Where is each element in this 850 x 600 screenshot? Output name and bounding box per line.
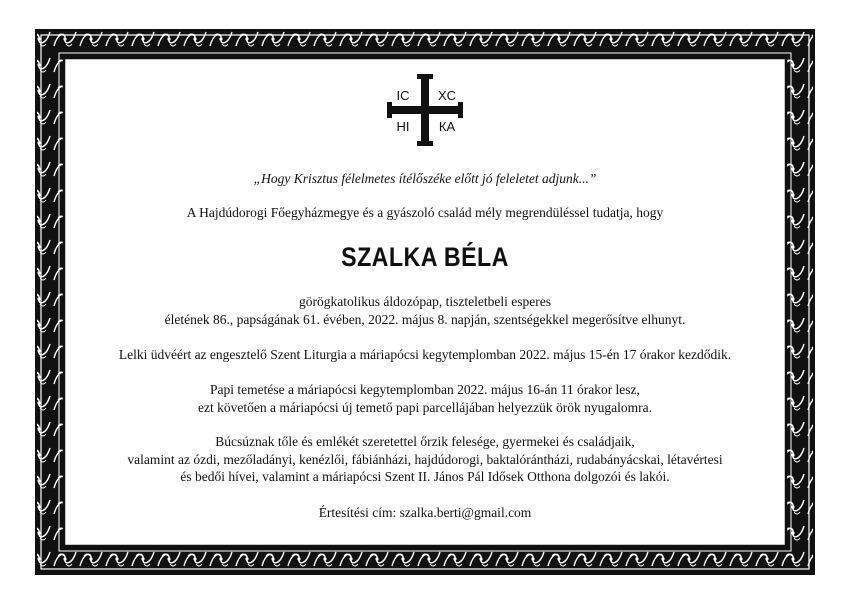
funeral-line: Papi temetése a máriapócsi kegytemplomban 2022. május 16-án 11 órakor lesz,: [210, 382, 640, 397]
role-line: görögkatolikus áldozópap, tiszteletbeli esperes: [299, 294, 551, 309]
farewell-line: és bedői hívei, valamint a máriapócsi Szent II. János Pál Idősek Otthona dolgozói és lakói.: [180, 469, 670, 484]
role-line: életének 86., papságának 61. évében, 2022. május 8. napján, szentségekkel megerősítve elhunyt.: [164, 311, 686, 327]
deceased-name: SZALKA BÉLA: [341, 242, 509, 272]
emblem-ni: НІ: [396, 119, 410, 134]
emblem-xc: XC: [437, 88, 457, 103]
intro-text: A Hajdúdorogi Főegyházmegye és a gyászoló család mély megrendüléssel tudatja, hogy: [186, 205, 664, 220]
contact-text: Értesítési cím: szalka.berti@gmail.com: [318, 505, 532, 520]
contact-block: [78, 504, 772, 522]
liturgy-block: [78, 346, 772, 364]
orthodox-cross-icon: [385, 70, 465, 150]
emblem-ic: IC: [396, 88, 410, 103]
emblem-ka: КА: [438, 119, 456, 134]
funeral-block: [78, 381, 772, 416]
obituary-content: [78, 70, 772, 540]
quote-text: „Hogy Krisztus félelmetes ítélőszéke előtt jó feleletet adjunk...”: [253, 171, 597, 186]
liturgy-text: Lelki üdvéért az engesztelő Szent Liturgia a máriapócsi kegytemplomban 2022. május 15-én 17 órakor kezdődik.: [118, 347, 732, 362]
farewell-line: valamint az ózdi, mezőladányi, kenézlői, fábiánházi, hajdúdorogi, baktalórántházi, rudabányácskai, létavértesi: [127, 451, 723, 467]
farewell-block: [78, 433, 772, 486]
funeral-line: ezt követően a máriapócsi új temető papi parcellájában helyezzük örök nyugalomra.: [198, 399, 652, 415]
farewell-line: Búcsúznak tőle és emlékét szeretettel őrzik felesége, gyermekei és családjaik,: [215, 434, 635, 449]
cross-emblem: [385, 70, 465, 150]
role-block: [78, 293, 772, 328]
